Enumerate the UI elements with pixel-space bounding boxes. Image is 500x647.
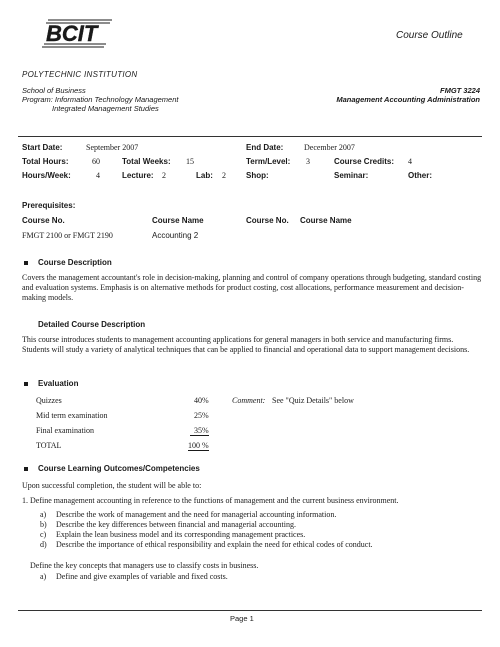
outcome-sub-letter: a) <box>40 572 47 581</box>
hours-week-label: Hours/Week: <box>22 171 71 180</box>
seminar-label: Seminar: <box>334 171 369 180</box>
credits-value: 4 <box>408 157 412 166</box>
lab-value: 2 <box>222 171 226 180</box>
outcome-item: 1. Define management accounting in reference to the functions of management and the current business environment. <box>22 496 399 505</box>
program-line-2: Integrated Management Studies <box>52 104 159 113</box>
outcome-sub-letter: a) <box>40 510 47 519</box>
page-number: Page 1 <box>230 614 254 623</box>
lab-label: Lab: <box>196 171 213 180</box>
logo-wordmark: BCIT <box>46 21 98 46</box>
lecture-value: 2 <box>162 171 166 180</box>
term-value: 3 <box>306 157 310 166</box>
hours-week-value: 4 <box>96 171 100 180</box>
prereq-col-course-name: Course Name <box>152 216 204 225</box>
eval-item: Final examination <box>36 426 94 435</box>
section-bullet <box>24 467 28 471</box>
header-divider <box>18 136 482 137</box>
eval-weight: 40% <box>194 396 209 405</box>
outcome-item: Define the key concepts that managers use to classify costs in business. <box>30 561 259 570</box>
eval-item: TOTAL <box>36 441 62 450</box>
section-bullet <box>24 261 28 265</box>
doc-type: Course Outline <box>396 30 463 41</box>
school-name: School of Business <box>22 86 86 95</box>
outcome-sub-letter: d) <box>40 540 47 549</box>
outcome-sub-text: Describe the key differences between financial and managerial accounting. <box>56 520 296 529</box>
shop-label: Shop: <box>246 171 269 180</box>
eval-comment-label: Comment: <box>232 396 266 405</box>
detailed-description-heading: Detailed Course Description <box>38 320 146 329</box>
course-title: Management Accounting Administration <box>336 95 480 104</box>
credits-label: Course Credits: <box>334 157 395 166</box>
detailed-description-text: This course introduces students to management accounting applications for general managers in both service and manufacturing firms. Students will study a variety of analytical techniques that can be applied to financial and operational data to support management decisions. <box>22 335 470 354</box>
outcome-sub-text: Describe the importance of ethical responsibility and explain the need for ethical codes of conduct. <box>56 540 373 549</box>
eval-weight: 25% <box>194 411 209 420</box>
outcome-sub-text: Describe the work of management and the need for managerial accounting information. <box>56 510 337 519</box>
prereq-col-course-no: Course No. <box>22 216 65 225</box>
course-description-text: Covers the management accountant's role in decision-making, planning and control of company operations through budgeting, standard costing and evaluation systems. Emphasis is on alternative methods for product costing, cost allocations, performance measurement and decision-making models. <box>22 273 482 302</box>
start-date-value: September 2007 <box>86 143 139 152</box>
prereq-row-course-no: FMGT 2100 or FMGT 2190 <box>22 231 113 240</box>
other-label: Other: <box>408 171 432 180</box>
total-hours-label: Total Hours: <box>22 157 69 166</box>
footer-divider <box>18 610 482 611</box>
eval-item: Mid term examination <box>36 411 108 420</box>
eval-weight: 35% <box>190 426 209 436</box>
program-line-1: Program: Information Technology Management <box>22 95 179 104</box>
eval-weight: 100 % <box>188 441 209 450</box>
institution-name: POLYTECHNIC INSTITUTION <box>22 70 138 79</box>
prereq-row-course-name: Accounting 2 <box>152 231 199 240</box>
course-code: FMGT 3224 <box>439 86 480 95</box>
outcome-sub-text: Explain the lean business model and its corresponding management practices. <box>56 530 306 539</box>
outcome-sub-text: Define and give examples of variable and fixed costs. <box>56 572 228 581</box>
outcomes-intro: Upon successful completion, the student will be able to: <box>22 481 202 490</box>
prereq-col-course-name-2: Course Name <box>300 216 352 225</box>
end-date-label: End Date: <box>246 143 284 152</box>
start-date-label: Start Date: <box>22 143 63 152</box>
bcit-logo <box>42 14 116 50</box>
prereq-heading: Prerequisites: <box>22 201 76 210</box>
total-weeks-label: Total Weeks: <box>122 157 171 166</box>
outcome-sub-letter: b) <box>40 520 47 529</box>
eval-comment: See "Quiz Details" below <box>272 396 354 405</box>
lecture-label: Lecture: <box>122 171 154 180</box>
total-weeks-value: 15 <box>186 157 194 166</box>
section-bullet <box>24 382 28 386</box>
evaluation-heading: Evaluation <box>38 379 79 388</box>
course-description-heading: Course Description <box>38 258 112 267</box>
eval-item: Quizzes <box>36 396 62 405</box>
total-hours-value: 60 <box>92 157 100 166</box>
prereq-col-course-no-2: Course No. <box>246 216 289 225</box>
term-label: Term/Level: <box>246 157 291 166</box>
outcomes-heading: Course Learning Outcomes/Competencies <box>38 464 200 473</box>
end-date-value: December 2007 <box>304 143 355 152</box>
outcome-sub-letter: c) <box>40 530 47 539</box>
